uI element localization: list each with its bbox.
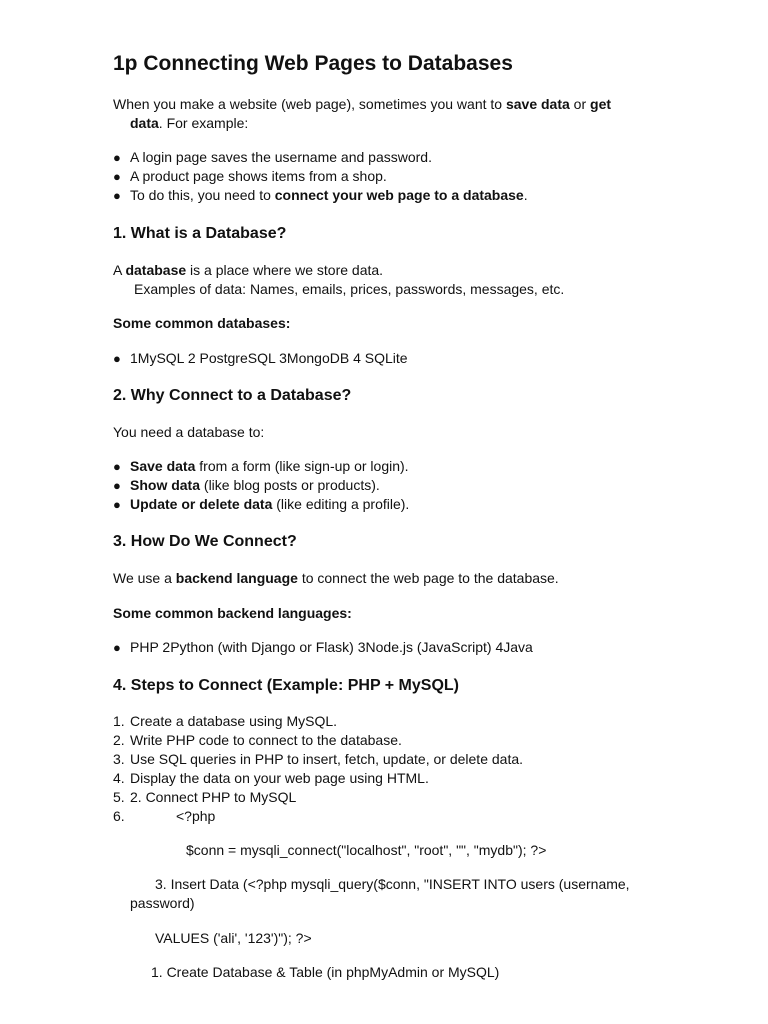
bullet-icon: ●	[113, 640, 121, 655]
step-text: Write PHP code to connect to the database.	[130, 732, 402, 748]
bullet-icon: ●	[113, 169, 121, 184]
step-number: 6.	[113, 808, 125, 824]
page-title: 1p Connecting Web Pages to Databases	[113, 52, 513, 75]
intro-text: When you make a website (web page), sometimes you want to	[113, 96, 506, 112]
bullet-text: (like editing a profile).	[272, 496, 410, 512]
section-1-text: A	[113, 262, 126, 278]
section-1-paragraph-1	[113, 261, 383, 280]
step-number: 2.	[113, 732, 125, 748]
bullet-text: (like blog posts or products).	[200, 477, 380, 493]
step-number: 4.	[113, 770, 125, 786]
step-number: 5.	[113, 789, 125, 805]
bold-show-data: Show data	[130, 477, 201, 493]
intro-bullet-3-end: .	[523, 187, 528, 203]
step-text: 2. Connect PHP to MySQL	[130, 789, 297, 805]
bullet-text: from a form (like sign-up or login).	[195, 458, 409, 474]
step-text: Display the data on your web page using HTML.	[130, 770, 429, 786]
intro-bold-data: data	[130, 115, 159, 131]
section-1-text: is a place where we store data.	[186, 262, 384, 278]
intro-bullet-2: A product page shows items from a shop.	[130, 168, 387, 184]
section-3-subheading: Some common backend languages:	[113, 605, 352, 621]
languages-list: PHP 2Python (with Django or Flask) 3Node.js (JavaScript) 4Java	[130, 639, 533, 655]
section-1-bold-database: database	[125, 262, 187, 278]
intro-bullet-3	[130, 186, 528, 205]
databases-list: 1MySQL 2 PostgreSQL 3MongoDB 4 SQLite	[130, 350, 408, 366]
bullet-icon: ●	[113, 351, 121, 366]
step-number: 1.	[113, 713, 125, 729]
bullet-icon: ●	[113, 459, 121, 474]
insert-data-line-1: 3. Insert Data (<?php mysqli_query($conn, "INSERT INTO users (username,	[155, 876, 630, 892]
section-3-text: We use a	[113, 570, 176, 586]
section-3-text: to connect the web page to the database.	[297, 570, 559, 586]
intro-bold-get: get	[590, 96, 612, 112]
section-1-subheading: Some common databases:	[113, 315, 291, 331]
section-1-paragraph-2: Examples of data: Names, emails, prices, passwords, messages, etc.	[134, 281, 565, 297]
intro-bullet-1: A login page saves the username and password.	[130, 149, 432, 165]
intro-line-2	[130, 114, 248, 133]
intro-bullet-3-text: To do this, you need to	[130, 187, 275, 203]
create-table-line: 1. Create Database & Table (in phpMyAdmin or MySQL)	[151, 964, 500, 980]
section-2-bullet-2	[130, 476, 380, 495]
section-2-paragraph: You need a database to:	[113, 424, 265, 440]
section-2-bullet-1	[130, 457, 409, 476]
section-4-heading: 4. Steps to Connect (Example: PHP + MySQL)	[113, 677, 459, 694]
section-1-heading: 1. What is a Database?	[113, 225, 287, 242]
step-text-php-open: <?php	[176, 808, 216, 824]
section-3-paragraph	[113, 569, 559, 588]
intro-text: or	[569, 96, 591, 112]
bullet-icon: ●	[113, 150, 121, 165]
section-3-heading: 3. How Do We Connect?	[113, 533, 297, 550]
step-text: Use SQL queries in PHP to insert, fetch, update, or delete data.	[130, 751, 524, 767]
step-text: Create a database using MySQL.	[130, 713, 338, 729]
section-2-bullet-3	[130, 495, 409, 514]
intro-bold-save-data: save data	[505, 96, 570, 112]
intro-line-1	[113, 95, 611, 114]
intro-bullet-3-bold: connect your web page to a database	[274, 187, 524, 203]
values-line: VALUES ('ali', '123')"); ?>	[155, 930, 312, 946]
step-number: 3.	[113, 751, 125, 767]
bold-update-delete: Update or delete data	[130, 496, 273, 512]
bold-save-data: Save data	[130, 458, 196, 474]
bullet-icon: ●	[113, 478, 121, 493]
section-2-heading: 2. Why Connect to a Database?	[113, 387, 352, 404]
bold-backend-language: backend language	[175, 570, 298, 586]
insert-data-line-2: password)	[130, 895, 195, 911]
code-connect-line: $conn = mysqli_connect("localhost", "root", "", "mydb"); ?>	[186, 842, 547, 858]
intro-text: . For example:	[158, 115, 249, 131]
bullet-icon: ●	[113, 497, 121, 512]
bullet-icon: ●	[113, 188, 121, 203]
